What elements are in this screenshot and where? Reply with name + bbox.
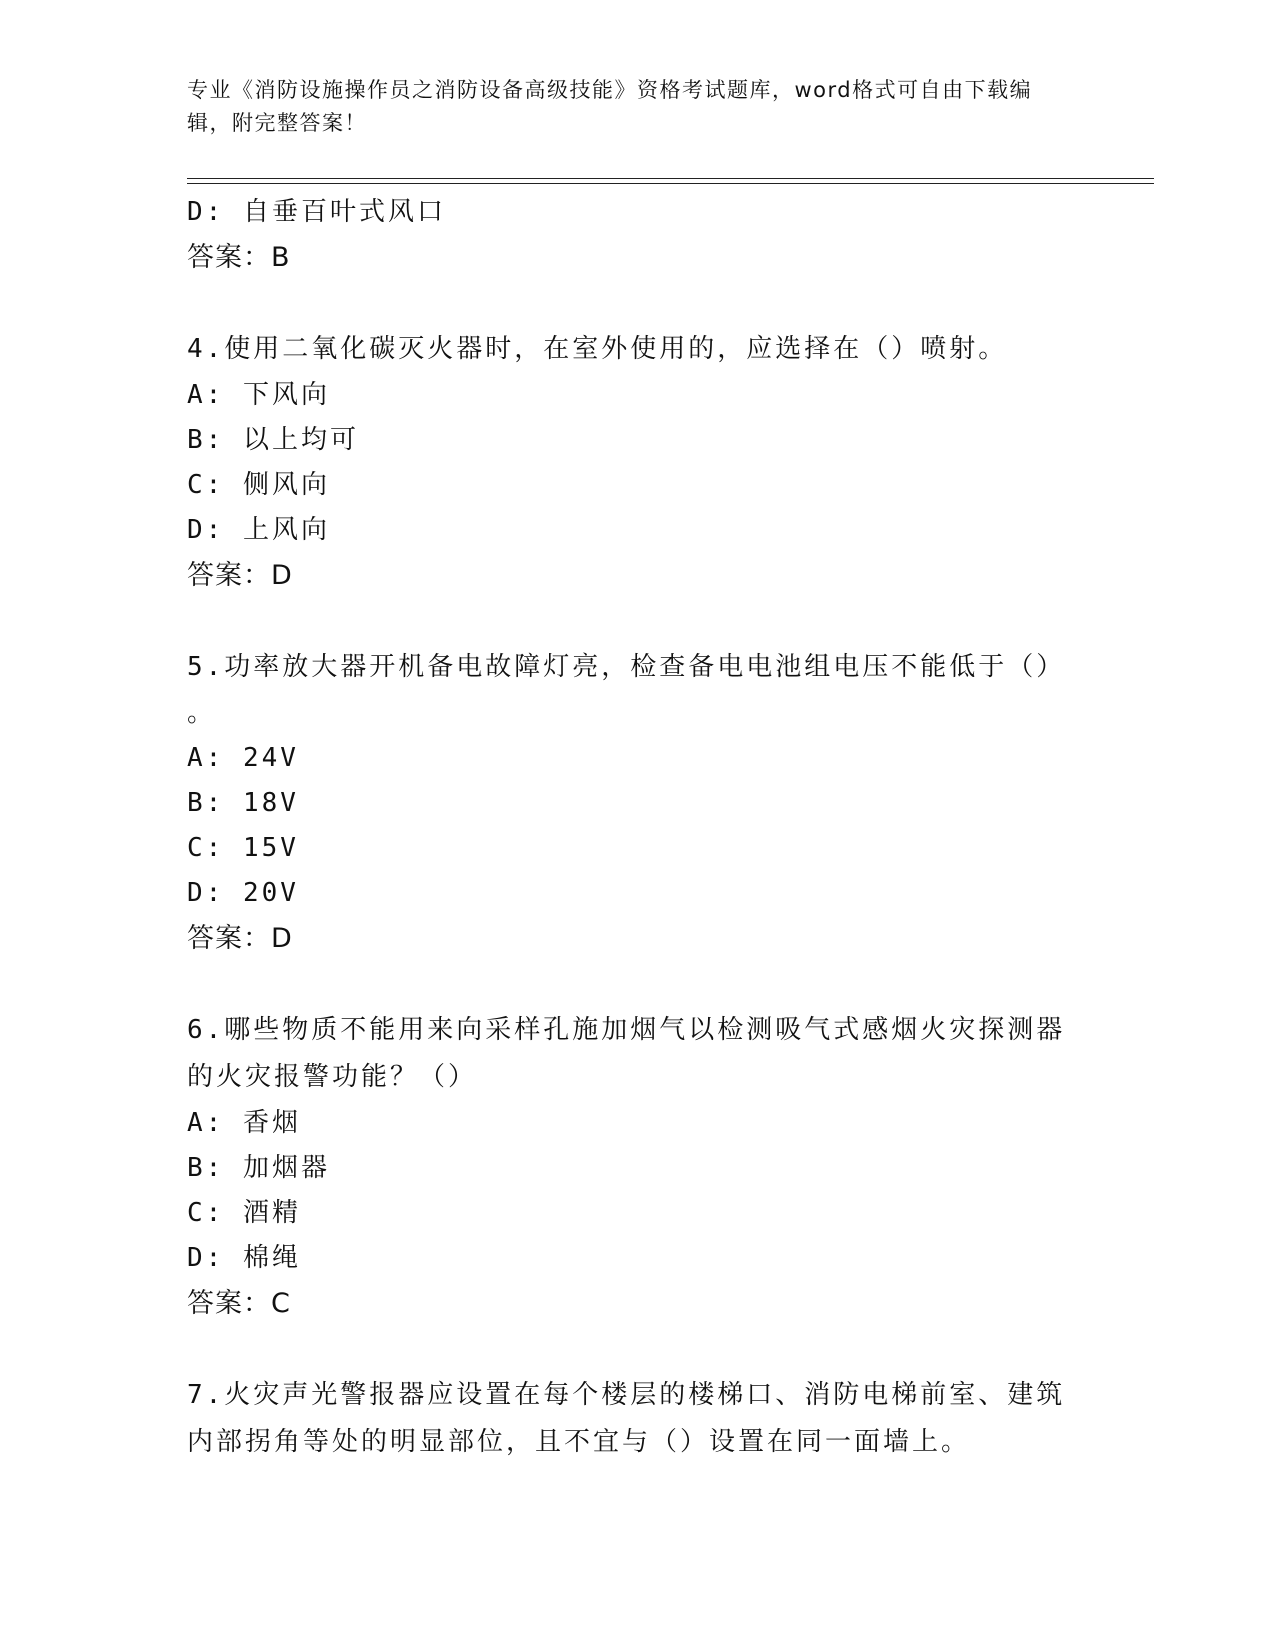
answer-label: 答案：D [187, 560, 293, 591]
option-b: B: 18V [187, 788, 299, 818]
option-d: D: 上风向 [187, 515, 330, 545]
spacer [187, 962, 1087, 1007]
option-c: C: 侧风向 [187, 470, 330, 500]
question-stem: 5.功率放大器开机备电故障灯亮，检查备电电池组电压不能低于（） [187, 652, 1066, 682]
question-stem: 7.火灾声光警报器应设置在每个楼层的楼梯口、消防电梯前室、建筑 [187, 1380, 1066, 1410]
option-b: B: 以上均可 [187, 425, 359, 455]
answer-label: 答案：B [187, 242, 291, 273]
option-c: C: 15V [187, 833, 299, 863]
question-list [187, 190, 1087, 1466]
question-stem: 6.哪些物质不能用来向采样孔施加烟气以检测吸气式感烟火灾探测器 [187, 1015, 1066, 1045]
header-divider-top [187, 178, 1154, 179]
answer-label: 答案：D [187, 923, 293, 954]
question-stem-continuation: 的火灾报警功能？（） [187, 1062, 478, 1092]
option-d: D: 自垂百叶式风口 [187, 197, 446, 227]
spacer [187, 281, 1087, 326]
option-a: A: 香烟 [187, 1108, 301, 1138]
option-a: A: 24V [187, 743, 299, 773]
spacer [187, 599, 1087, 644]
option-a: A: 下风向 [187, 380, 330, 410]
question-stem-continuation: 内部拐角等处的明显部位，且不宜与（）设置在同一面墙上。 [187, 1427, 971, 1457]
option-d: D: 20V [187, 878, 299, 908]
question-stem: 4.使用二氧化碳灭火器时，在室外使用的，应选择在（）喷射。 [187, 334, 1008, 364]
spacer [187, 1327, 1087, 1372]
option-d: D: 棉绳 [187, 1243, 301, 1273]
answer-label: 答案：C [187, 1288, 291, 1319]
option-b: B: 加烟器 [187, 1153, 330, 1183]
question-stem-continuation: 。 [187, 698, 217, 728]
document-header: 专业《消防设施操作员之消防设备高级技能》资格考试题库，word格式可自由下载编辑，附完整答案！ [187, 78, 1033, 135]
option-c: C: 酒精 [187, 1198, 301, 1228]
header-divider-bottom [187, 183, 1154, 184]
